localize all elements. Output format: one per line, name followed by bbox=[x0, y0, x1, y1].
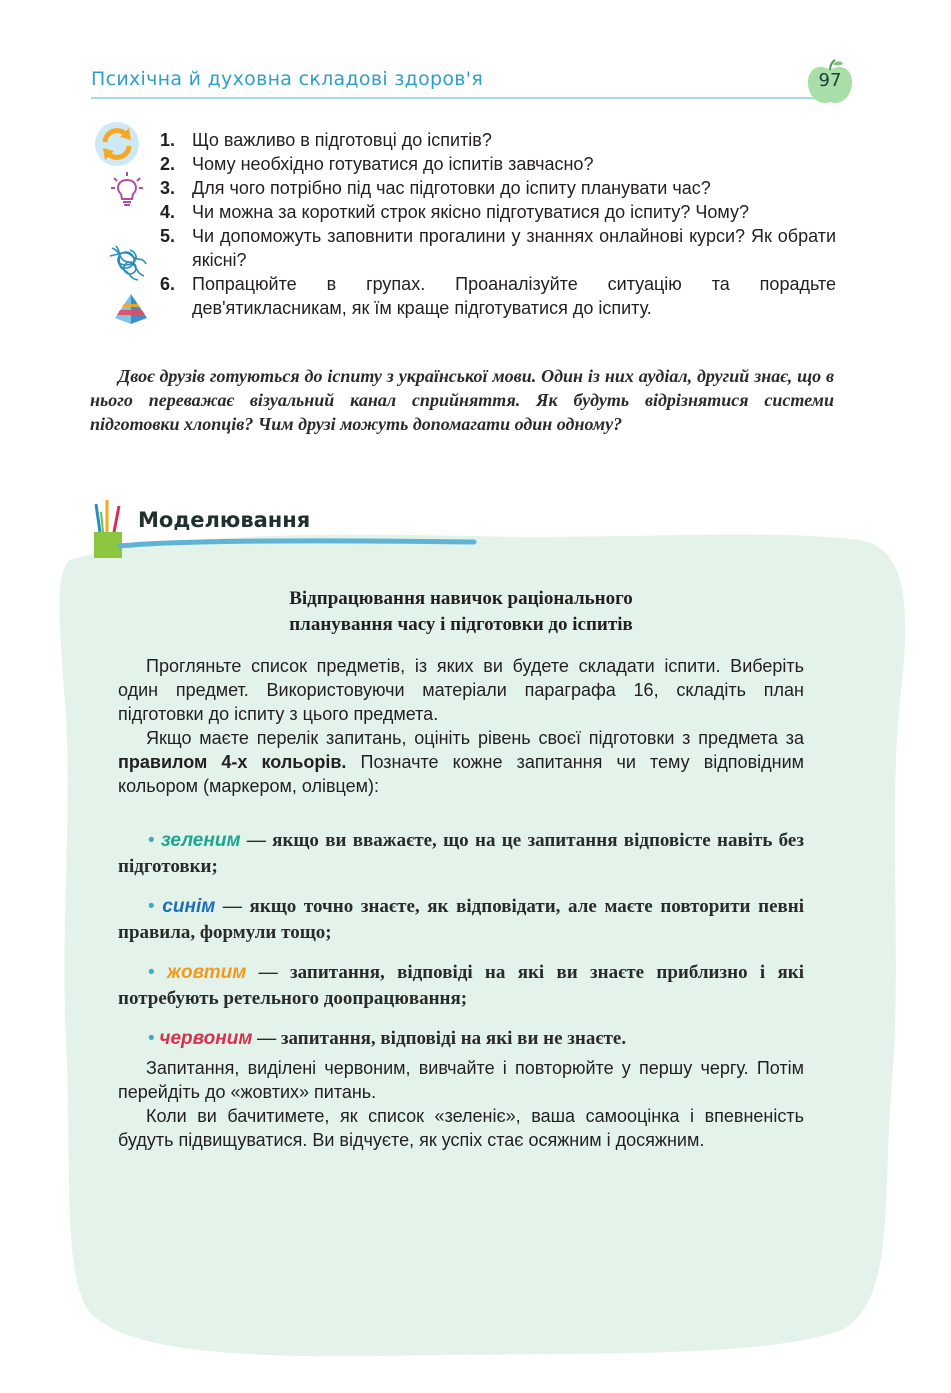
bullet-blue bbox=[118, 894, 804, 946]
situation-paragraph: Двоє друзів готуються до іспиту з української мови. Один із них аудіал, другий знає, що в нього переважає візуальний канал сприйняття. Як будуть відрізнятися системи підготовки хлопців? Чим друзі можуть допомагати один одному? bbox=[90, 366, 834, 434]
question-number: 1. bbox=[160, 130, 176, 150]
four-colors-text-end: Позначте кожне запитання чи тему відповідним кольором (маркером, олівцем): bbox=[118, 752, 804, 796]
closing-paragraph-2: Коли ви бачитимете, як список «зеленіє», ваша самооцінка і впевненість будуть підвищуватися. Ви відчуєте, як успіх стає осяжним і досяжним. bbox=[118, 1106, 804, 1150]
four-colors-text-start: Якщо маєте перелік запитань, оцініть рівень своєї підготовки з предмета за bbox=[146, 728, 804, 748]
question-number: 6. bbox=[160, 274, 176, 294]
question-number: 2. bbox=[160, 154, 176, 174]
question-number: 5. bbox=[160, 226, 176, 246]
question-text: Що важливо в підготовці до іспитів? bbox=[192, 130, 492, 150]
section-title-underline bbox=[118, 536, 478, 550]
pencil-cup-icon bbox=[90, 498, 126, 560]
exercise-body bbox=[118, 654, 804, 798]
bullet-marker: • bbox=[148, 1028, 155, 1049]
section-title: Моделювання bbox=[138, 508, 311, 532]
color-word-red: червоним bbox=[159, 1028, 253, 1049]
bullet-green bbox=[118, 828, 804, 880]
question-number: 4. bbox=[160, 202, 176, 222]
question-number: 3. bbox=[160, 178, 176, 198]
bullet-text: — якщо точно знаєте, як відповідати, але маєте повторити певні правила, формули тощо; bbox=[118, 896, 804, 943]
bullet-text: — запитання, відповіді на які ви не знаєте. bbox=[252, 1028, 627, 1049]
four-colors-rule: правилом 4-х кольорів. bbox=[118, 752, 347, 772]
bullet-marker: • bbox=[148, 962, 155, 983]
bullet-yellow bbox=[118, 960, 804, 1012]
closing-paragraph-1: Запитання, виділені червоним, вивчайте і повторюйте у першу чергу. Потім перейдіть до «жовтих» питань. bbox=[118, 1058, 804, 1102]
bullet-text: — якщо ви вважаєте, що на це запитання відповісте навіть без підготовки; bbox=[118, 830, 805, 877]
question-text: Попрацюйте в групах. Проаналізуйте ситуацію та порадьте дев'ятикласникам, як їм краще підготуватися до іспиту. bbox=[192, 274, 836, 318]
bullet-red bbox=[118, 1026, 804, 1052]
bullet-marker: • bbox=[148, 896, 155, 917]
color-bullet-list bbox=[118, 828, 804, 1066]
instruction-paragraph: Прогляньте список предметів, із яких ви будете складати іспити. Виберіть один предмет. Використовуючи матеріали параграфа 16, складіть план підготовки до іспиту з цього предмета. bbox=[118, 656, 804, 724]
bullet-text: — запитання, відповіді на які ви знаєте приблизно і які потребують ретельного доопрацювання; bbox=[118, 962, 804, 1009]
bullet-marker: • bbox=[148, 830, 155, 851]
running-header: Психічна й духовна складові здоров'я bbox=[91, 68, 484, 90]
exercise-heading-line-1: Відпрацювання навичок раціонального bbox=[289, 588, 633, 609]
question-text: Для чого потрібно під час підготовки до іспиту планувати час? bbox=[192, 178, 711, 198]
color-word-green: зеленим bbox=[160, 830, 241, 851]
exercise-heading bbox=[118, 586, 804, 638]
closing-text bbox=[118, 1056, 804, 1152]
question-text: Чи можна за короткий строк якісно підготуватися до іспиту? Чому? bbox=[192, 202, 750, 222]
color-word-yellow: жовтим bbox=[166, 962, 247, 983]
question-text: Чому необхідно готуватися до іспитів завчасно? bbox=[192, 154, 594, 174]
exercise-heading-line-2: планування часу і підготовки до іспитів bbox=[289, 614, 633, 635]
four-colors-paragraph bbox=[118, 726, 804, 798]
page-number: 97 bbox=[818, 70, 842, 91]
question-text: Чи допоможуть заповнити прогалини у знаннях онлайнові курси? Як обрати якісні? bbox=[192, 226, 836, 270]
color-word-blue: синім bbox=[162, 896, 216, 917]
